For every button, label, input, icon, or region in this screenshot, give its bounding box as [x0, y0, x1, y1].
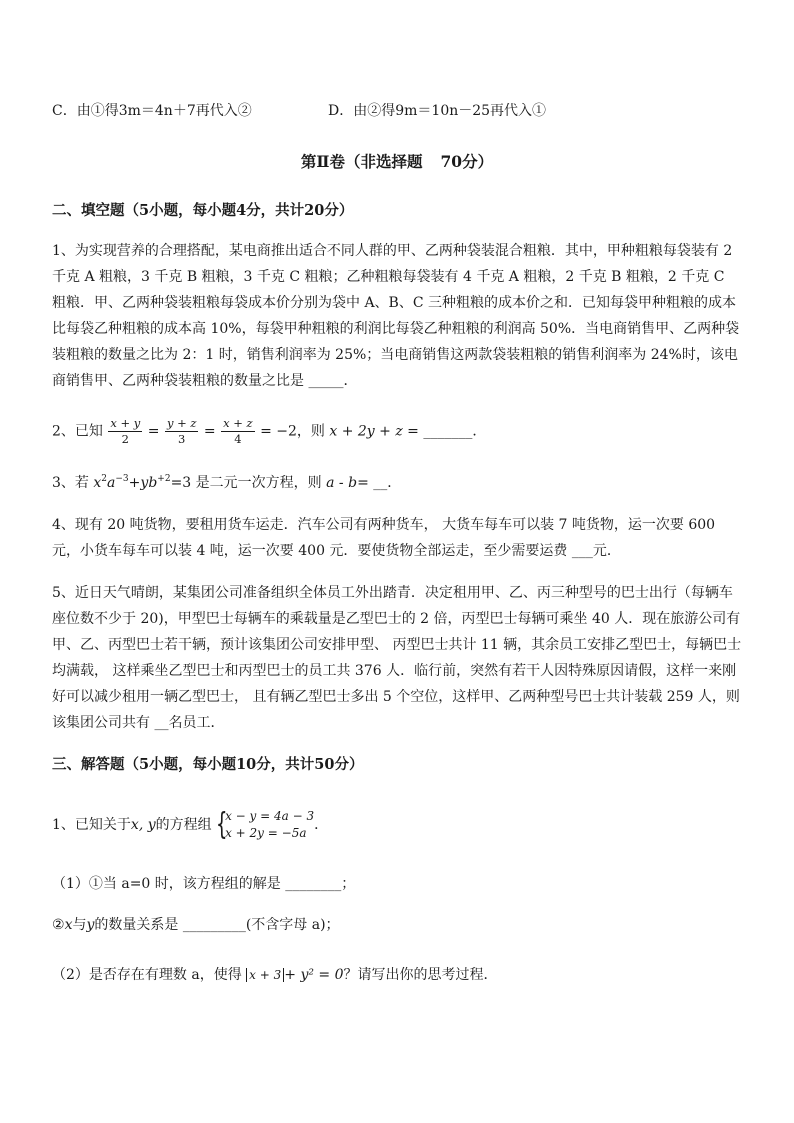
- s1-prefix: 1、已知关于: [52, 817, 131, 833]
- q3-blank: = __．: [357, 475, 402, 491]
- q2-fraction-2: [165, 416, 199, 447]
- brace-icon: {: [216, 807, 228, 842]
- q2-eq-1: =: [147, 423, 160, 440]
- q2-fraction-3: [221, 416, 255, 447]
- q3-x-exp: 2: [101, 474, 108, 484]
- q2-prefix: 2、已知: [52, 423, 103, 440]
- q2-f3-num: x + z: [223, 416, 253, 430]
- option-d: D．由②得9m＝10n－25再代入①: [328, 103, 547, 119]
- section2-heading: 二、填空题（5小题，每小题4分，共计20分）: [52, 202, 354, 219]
- q2-f3-den: 4: [234, 432, 242, 446]
- s1b-mid: 与: [72, 917, 87, 933]
- q2-f1-num: x + y: [110, 416, 141, 430]
- q3-y: y: [140, 475, 149, 491]
- s1b-x: x: [64, 917, 73, 933]
- q3-prefix: 3、若: [52, 475, 89, 491]
- s2-abs-expr: x + 3: [246, 968, 284, 982]
- question-3: [52, 472, 401, 492]
- s1-mid: 的方程组: [155, 817, 212, 833]
- question-5: 5、近日天气晴朗，某集团公司准备组织全体员工外出踏青．决定租用甲、乙、丙三种型号的巴士出行（每辆车座位数不少于 20)，甲型巴士每辆车的乘载量是乙型巴士的 2 倍，丙型巴士每辆可乘坐 40 人．现在旅游公司有甲、乙、丙型巴士若干辆，预计该集团公司安排甲型、 丙型巴士共计 11 辆，其余员工安排乙型巴士，每辆巴士均满载， 这样乘坐乙型巴士和丙型巴士的员工共 376 人．临行前，突然有若干人因特殊原因请假，这样一来刚好可以减少租用一辆乙型巴士， 且有辆乙型巴士多出 5 个空位，这样甲、乙两种型号巴士共计装载 259 人，则该集团公司共有 __名员工．: [52, 585, 742, 731]
- s2-tail-expr: + y² = 0: [284, 967, 344, 983]
- q2-f2-num: y + z: [166, 416, 197, 430]
- q3-ask: a - b: [326, 475, 358, 491]
- q2-f1-den: 2: [121, 432, 129, 446]
- part2-title: [0, 150, 794, 172]
- question-1: 1、为实现营养的合理搭配，某电商推出适合不同人群的甲、乙两种袋装混合粗粮．其中，甲种粗粮每袋装有 2 千克 A 粗粮，3 千克 B 粗粮，3 千克 C 粗粮；乙种粗粮每袋装有 4 千克 A 粗粮，2 千克 B 粗粮，2 千克 C 粗粮．甲、乙两种袋装粗粮每袋成本价分别为袋中 A、B、C 三种粗粮的成本价之和．已知每袋甲种粗粮的成本比每袋乙种粗粮的成本高 10%，每袋甲种粗粮的利润比每袋乙种粗粮的利润高 50%．当电商销售甲、乙两种袋装粗粮的数量之比为 2：1 时，销售利润率为 25%；当电商销售这两款袋装粗粮的销售利润率为 24%时，该电商销售甲、乙两种袋装粗粮的数量之比是 _____．: [52, 243, 740, 389]
- q2-end: ．: [472, 423, 487, 440]
- s1-end: ．: [314, 817, 329, 833]
- equation-system: [216, 808, 314, 842]
- q2-f2-den: 3: [178, 432, 186, 446]
- s1b-y: y: [86, 917, 95, 933]
- q3-a: a: [107, 475, 116, 491]
- s1-vars: x, y: [130, 817, 156, 833]
- q3-b-exp: +2: [157, 474, 171, 484]
- part2-title-left: 第Ⅱ卷（非选择题: [300, 152, 423, 171]
- q3-rest: =3 是二元一次方程，则: [170, 475, 322, 491]
- solve-part-1b: [52, 914, 340, 934]
- solve-question-1: [52, 808, 328, 842]
- s2-prefix: （2）是否存在有理数 a，使得: [52, 967, 242, 983]
- q2-fraction-1: [108, 416, 142, 447]
- q2-blank: = _______: [407, 423, 473, 440]
- solve-part-1a: （1）①当 a=0 时，该方程组的解是 ________；: [52, 876, 356, 892]
- q2-eq-2: =: [203, 423, 216, 440]
- q2-value: = −2: [260, 423, 297, 440]
- question-2: [52, 416, 486, 447]
- q3-a-exp: −3: [115, 474, 129, 484]
- s1b-circle: ②: [52, 917, 65, 933]
- solve-part-2: [52, 964, 498, 984]
- q2-then: ，则: [296, 423, 325, 440]
- question-4: 4、现有 20 吨货物，要租用货车运走．汽车公司有两种货车， 大货车每车可以装 7 吨货物，运一次要 600 元，小货车每车可以装 4 吨，运一次要 400 元．要使货物全部运走，至少需要运费 ___元．: [52, 517, 716, 559]
- s2-rest: ？请写出你的思考过程．: [343, 967, 498, 983]
- q2-expr: x + 2y + z: [329, 423, 403, 440]
- q3-b: b: [148, 475, 158, 491]
- q3-x: x: [93, 475, 102, 491]
- system-eq-2: x + 2y = −5a: [225, 826, 307, 840]
- part2-title-right: 70分）: [440, 152, 494, 171]
- q3-plus: +: [128, 475, 141, 491]
- section3-heading: 三、解答题（5小题，每小题10分，共计50分）: [52, 756, 364, 773]
- s1b-rest: 的数量关系是 _________(不含字母 a)；: [94, 917, 340, 933]
- option-c: C．由①得3m＝4n＋7再代入②: [52, 103, 252, 119]
- system-eq-1: x − y = 4a − 3: [225, 809, 315, 823]
